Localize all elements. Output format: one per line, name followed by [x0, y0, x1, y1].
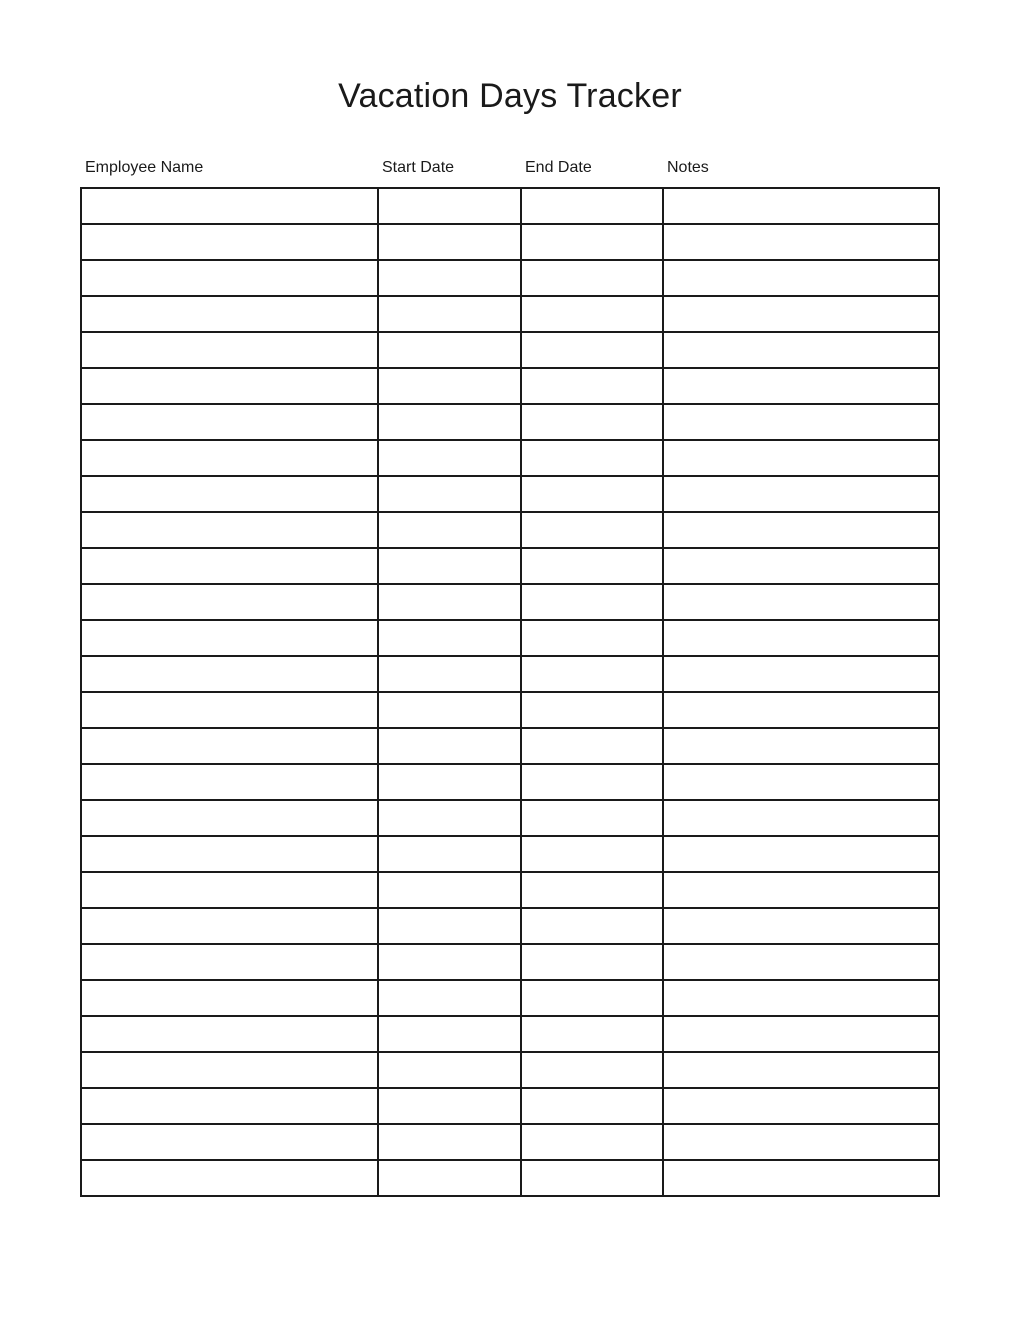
start-date-cell[interactable]	[378, 548, 521, 584]
employee-name-cell[interactable]	[81, 764, 378, 800]
start-date-cell[interactable]	[378, 908, 521, 944]
employee-name-cell[interactable]	[81, 980, 378, 1016]
end-date-cell[interactable]	[521, 800, 663, 836]
notes-cell[interactable]	[663, 800, 939, 836]
table-row	[81, 1052, 939, 1088]
end-date-cell[interactable]	[521, 620, 663, 656]
table-row	[81, 728, 939, 764]
employee-name-cell[interactable]	[81, 800, 378, 836]
employee-name-cell[interactable]	[81, 296, 378, 332]
table-row	[81, 584, 939, 620]
end-date-cell[interactable]	[521, 404, 663, 440]
employee-name-cell[interactable]	[81, 332, 378, 368]
column-header-employee-name: Employee Name	[85, 159, 204, 176]
table-row	[81, 512, 939, 548]
start-date-cell[interactable]	[378, 332, 521, 368]
column-header-end-date: End Date	[525, 159, 592, 176]
notes-cell[interactable]	[663, 692, 939, 728]
employee-name-cell[interactable]	[81, 728, 378, 764]
table-row	[81, 548, 939, 584]
table-row	[81, 476, 939, 512]
employee-name-cell[interactable]	[81, 188, 378, 224]
start-date-cell[interactable]	[378, 368, 521, 404]
end-date-cell[interactable]	[521, 1124, 663, 1160]
notes-cell[interactable]	[663, 1016, 939, 1052]
end-date-cell[interactable]	[521, 872, 663, 908]
end-date-cell[interactable]	[521, 980, 663, 1016]
employee-name-cell[interactable]	[81, 1016, 378, 1052]
start-date-cell[interactable]	[378, 1124, 521, 1160]
start-date-cell[interactable]	[378, 440, 521, 476]
start-date-cell[interactable]	[378, 512, 521, 548]
notes-cell[interactable]	[663, 584, 939, 620]
start-date-cell[interactable]	[378, 656, 521, 692]
end-date-cell[interactable]	[521, 440, 663, 476]
start-date-cell[interactable]	[378, 260, 521, 296]
start-date-cell[interactable]	[378, 1088, 521, 1124]
notes-cell[interactable]	[663, 296, 939, 332]
table-row	[81, 980, 939, 1016]
employee-name-cell[interactable]	[81, 944, 378, 980]
start-date-cell[interactable]	[378, 836, 521, 872]
employee-name-cell[interactable]	[81, 1052, 378, 1088]
table-row	[81, 692, 939, 728]
employee-name-cell[interactable]	[81, 260, 378, 296]
start-date-cell[interactable]	[378, 872, 521, 908]
end-date-cell[interactable]	[521, 944, 663, 980]
page-title: Vacation Days Tracker	[338, 77, 682, 115]
employee-name-cell[interactable]	[81, 584, 378, 620]
end-date-cell[interactable]	[521, 188, 663, 224]
table-row	[81, 944, 939, 980]
vacation-table	[80, 187, 940, 1197]
notes-cell[interactable]	[663, 620, 939, 656]
start-date-cell[interactable]	[378, 728, 521, 764]
end-date-cell[interactable]	[521, 1052, 663, 1088]
notes-cell[interactable]	[663, 548, 939, 584]
end-date-cell[interactable]	[521, 656, 663, 692]
employee-name-cell[interactable]	[81, 836, 378, 872]
employee-name-cell[interactable]	[81, 1160, 378, 1196]
notes-cell[interactable]	[663, 1160, 939, 1196]
notes-cell[interactable]	[663, 512, 939, 548]
table-row	[81, 1124, 939, 1160]
employee-name-cell[interactable]	[81, 692, 378, 728]
employee-name-cell[interactable]	[81, 368, 378, 404]
end-date-cell[interactable]	[521, 224, 663, 260]
notes-cell[interactable]	[663, 476, 939, 512]
table-row	[81, 800, 939, 836]
table-row	[81, 656, 939, 692]
employee-name-cell[interactable]	[81, 548, 378, 584]
table-row	[81, 260, 939, 296]
notes-cell[interactable]	[663, 332, 939, 368]
table-row	[81, 872, 939, 908]
table-row	[81, 404, 939, 440]
start-date-cell[interactable]	[378, 188, 521, 224]
column-header-start-date: Start Date	[382, 159, 455, 176]
end-date-cell[interactable]	[521, 692, 663, 728]
employee-name-cell[interactable]	[81, 872, 378, 908]
notes-cell[interactable]	[663, 764, 939, 800]
start-date-cell[interactable]	[378, 1016, 521, 1052]
table-row	[81, 1088, 939, 1124]
start-date-cell[interactable]	[378, 476, 521, 512]
end-date-cell[interactable]	[521, 548, 663, 584]
notes-cell[interactable]	[663, 1052, 939, 1088]
table-row	[81, 764, 939, 800]
table-row	[81, 620, 939, 656]
notes-cell[interactable]	[663, 440, 939, 476]
notes-cell[interactable]	[663, 260, 939, 296]
start-date-cell[interactable]	[378, 1052, 521, 1088]
employee-name-cell[interactable]	[81, 512, 378, 548]
notes-cell[interactable]	[663, 944, 939, 980]
end-date-cell[interactable]	[521, 728, 663, 764]
start-date-cell[interactable]	[378, 692, 521, 728]
table-row	[81, 224, 939, 260]
notes-cell[interactable]	[663, 980, 939, 1016]
end-date-cell[interactable]	[521, 836, 663, 872]
start-date-cell[interactable]	[378, 404, 521, 440]
notes-cell[interactable]	[663, 908, 939, 944]
notes-cell[interactable]	[663, 1124, 939, 1160]
end-date-cell[interactable]	[521, 368, 663, 404]
employee-name-cell[interactable]	[81, 1124, 378, 1160]
start-date-cell[interactable]	[378, 224, 521, 260]
notes-cell[interactable]	[663, 188, 939, 224]
table-row	[81, 1016, 939, 1052]
start-date-cell[interactable]	[378, 800, 521, 836]
end-date-cell[interactable]	[521, 1088, 663, 1124]
notes-cell[interactable]	[663, 224, 939, 260]
start-date-cell[interactable]	[378, 620, 521, 656]
table-row	[81, 332, 939, 368]
employee-name-cell[interactable]	[81, 908, 378, 944]
end-date-cell[interactable]	[521, 332, 663, 368]
vacation-table-body	[81, 188, 939, 1196]
end-date-cell[interactable]	[521, 908, 663, 944]
table-row	[81, 188, 939, 224]
end-date-cell[interactable]	[521, 260, 663, 296]
notes-cell[interactable]	[663, 836, 939, 872]
end-date-cell[interactable]	[521, 584, 663, 620]
column-header-notes: Notes	[667, 159, 709, 176]
start-date-cell[interactable]	[378, 764, 521, 800]
table-row	[81, 908, 939, 944]
table-row	[81, 836, 939, 872]
start-date-cell[interactable]	[378, 980, 521, 1016]
notes-cell[interactable]	[663, 872, 939, 908]
notes-cell[interactable]	[663, 368, 939, 404]
notes-cell[interactable]	[663, 728, 939, 764]
employee-name-cell[interactable]	[81, 620, 378, 656]
end-date-cell[interactable]	[521, 512, 663, 548]
notes-cell[interactable]	[663, 656, 939, 692]
table-row	[81, 1160, 939, 1196]
employee-name-cell[interactable]	[81, 1088, 378, 1124]
start-date-cell[interactable]	[378, 944, 521, 980]
notes-cell[interactable]	[663, 1088, 939, 1124]
employee-name-cell[interactable]	[81, 224, 378, 260]
end-date-cell[interactable]	[521, 764, 663, 800]
end-date-cell[interactable]	[521, 296, 663, 332]
table-row	[81, 368, 939, 404]
table-row	[81, 296, 939, 332]
table-row	[81, 440, 939, 476]
end-date-cell[interactable]	[521, 1160, 663, 1196]
notes-cell[interactable]	[663, 404, 939, 440]
end-date-cell[interactable]	[521, 476, 663, 512]
start-date-cell[interactable]	[378, 1160, 521, 1196]
employee-name-cell[interactable]	[81, 656, 378, 692]
employee-name-cell[interactable]	[81, 404, 378, 440]
employee-name-cell[interactable]	[81, 440, 378, 476]
employee-name-cell[interactable]	[81, 476, 378, 512]
end-date-cell[interactable]	[521, 1016, 663, 1052]
start-date-cell[interactable]	[378, 296, 521, 332]
start-date-cell[interactable]	[378, 584, 521, 620]
